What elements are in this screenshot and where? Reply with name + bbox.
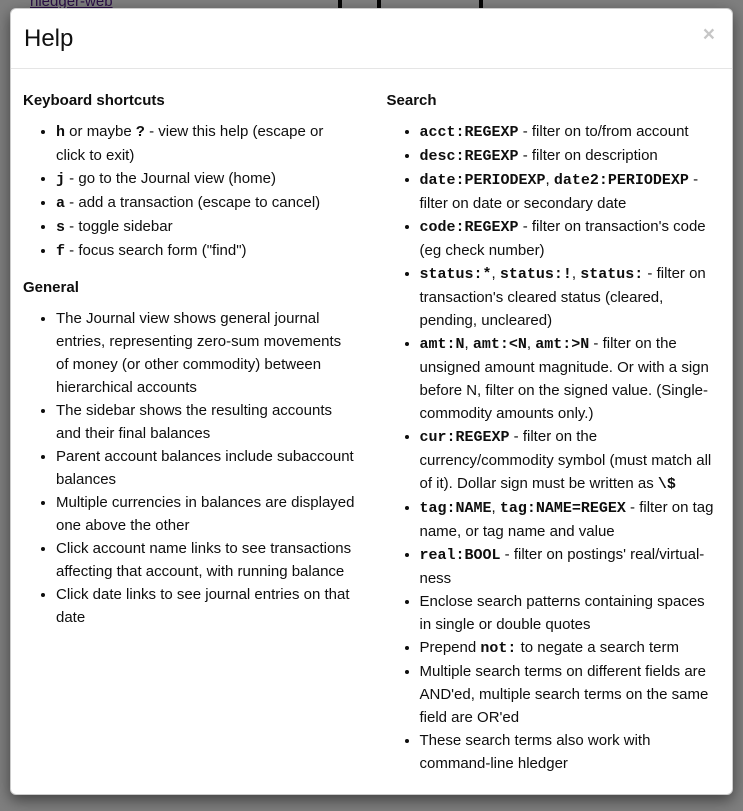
text-run: - filter on description xyxy=(518,147,658,164)
modal-title: Help xyxy=(24,25,74,52)
close-icon[interactable]: × xyxy=(702,23,715,46)
text-run: Enclose search patterns containing spaces in single or double quotes xyxy=(419,593,705,633)
list-item xyxy=(420,543,715,590)
list-item xyxy=(56,537,355,583)
list-item xyxy=(420,168,715,215)
help-list xyxy=(387,120,715,775)
list-item xyxy=(420,496,715,543)
text-run: - toggle sidebar xyxy=(65,218,173,235)
code-term: status:! xyxy=(499,266,572,283)
list-item xyxy=(420,590,715,636)
list-item xyxy=(420,636,715,660)
modal-body xyxy=(11,69,732,808)
text-run: - filter on to/from account xyxy=(518,123,689,140)
code-term: ? xyxy=(135,124,145,141)
help-left-column xyxy=(23,76,373,788)
list-item xyxy=(420,729,715,775)
code-term: amt:<N xyxy=(472,336,527,353)
list-item xyxy=(56,491,355,537)
code-term: s xyxy=(56,219,66,236)
code-term: \$ xyxy=(657,476,676,493)
code-term: code:REGEXP xyxy=(419,219,519,236)
list-item xyxy=(420,660,715,729)
code-term: a xyxy=(56,195,66,212)
list-item xyxy=(56,239,355,263)
list-item xyxy=(56,307,355,399)
help-modal xyxy=(10,8,733,795)
code-term: amt:>N xyxy=(535,336,590,353)
code-term: h xyxy=(56,124,66,141)
code-term: tag:NAME=REGEX xyxy=(499,500,626,517)
code-term: real:BOOL xyxy=(419,547,501,564)
code-term: amt:N xyxy=(419,336,465,353)
text-run: - filter on the currency/commodity symbol (must match all of it). Dollar sign must be written as xyxy=(419,428,712,492)
text-run: or maybe xyxy=(65,123,136,140)
text-run: These search terms also work with command-line hledger xyxy=(419,732,651,772)
text-run: , xyxy=(545,171,554,188)
list-item xyxy=(56,445,355,491)
list-item xyxy=(420,425,715,496)
help-list xyxy=(23,120,355,263)
text-run: to negate a search term xyxy=(516,639,679,656)
list-item xyxy=(420,215,715,262)
section-heading: General xyxy=(23,279,79,296)
modal-header xyxy=(11,9,732,69)
help-right-column xyxy=(373,76,723,788)
list-item xyxy=(420,144,715,168)
text-run: - add a transaction (escape to cancel) xyxy=(65,194,321,211)
list-item xyxy=(56,583,355,629)
code-term: tag:NAME xyxy=(419,500,492,517)
code-term: status: xyxy=(580,266,644,283)
text-run: Click account name links to see transactions affecting that account, with running balance xyxy=(56,540,352,580)
section-heading: Keyboard shortcuts xyxy=(23,92,165,109)
text-run: - filter on the unsigned amount magnitude. Or with a sign before N, filter on the signed value. (Single-commodity amounts only.) xyxy=(419,335,709,422)
text-run: Click date links to see journal entries on that date xyxy=(56,586,350,626)
text-run: - filter on transaction's code (eg check number) xyxy=(419,218,706,259)
text-run: - focus search form ("find") xyxy=(65,242,247,259)
text-run: , xyxy=(491,265,500,282)
text-run: , xyxy=(464,335,473,352)
text-run: - filter on postings' real/virtual-ness xyxy=(419,546,705,587)
text-run: The Journal view shows general journal entries, representing zero-sum movements of money (or other commodity) between hierarchical accounts xyxy=(56,310,342,396)
list-item xyxy=(56,191,355,215)
code-term: cur:REGEXP xyxy=(419,429,510,446)
section-heading: Search xyxy=(386,92,437,109)
text-run: , xyxy=(526,335,536,352)
code-term: date2:PERIODEXP xyxy=(553,172,689,189)
list-item xyxy=(56,215,355,239)
text-run: Prepend xyxy=(419,639,481,656)
code-term: j xyxy=(56,171,66,188)
code-term: date:PERIODEXP xyxy=(419,172,546,189)
text-run: , xyxy=(491,499,500,516)
text-run: The sidebar shows the resulting accounts and their final balances xyxy=(56,402,332,442)
code-term: acct:REGEXP xyxy=(419,124,519,141)
code-term: desc:REGEXP xyxy=(419,148,519,165)
text-run: Multiple currencies in balances are displayed one above the other xyxy=(56,494,355,534)
help-list xyxy=(23,307,355,629)
list-item xyxy=(420,332,715,425)
list-item xyxy=(56,167,355,191)
code-term: f xyxy=(56,243,66,260)
text-run: - filter on date or secondary date xyxy=(419,171,699,212)
list-item xyxy=(56,399,355,445)
list-item xyxy=(56,120,355,167)
text-run: - filter on tag name, or tag name and value xyxy=(419,499,714,540)
text-run: - view this help (escape or click to exit) xyxy=(56,123,324,164)
text-run: - go to the Journal view (home) xyxy=(65,170,276,187)
text-run: Parent account balances include subaccount balances xyxy=(56,448,354,488)
list-item xyxy=(420,262,715,332)
list-item xyxy=(420,120,715,144)
text-run: Multiple search terms on different fields are AND'ed, multiple search terms on the same field are OR'ed xyxy=(419,663,709,726)
text-run: , xyxy=(571,265,581,282)
code-term: not: xyxy=(480,640,517,657)
text-run: - filter on transaction's cleared status (cleared, pending, uncleared) xyxy=(419,265,706,329)
code-term: status:* xyxy=(419,266,492,283)
